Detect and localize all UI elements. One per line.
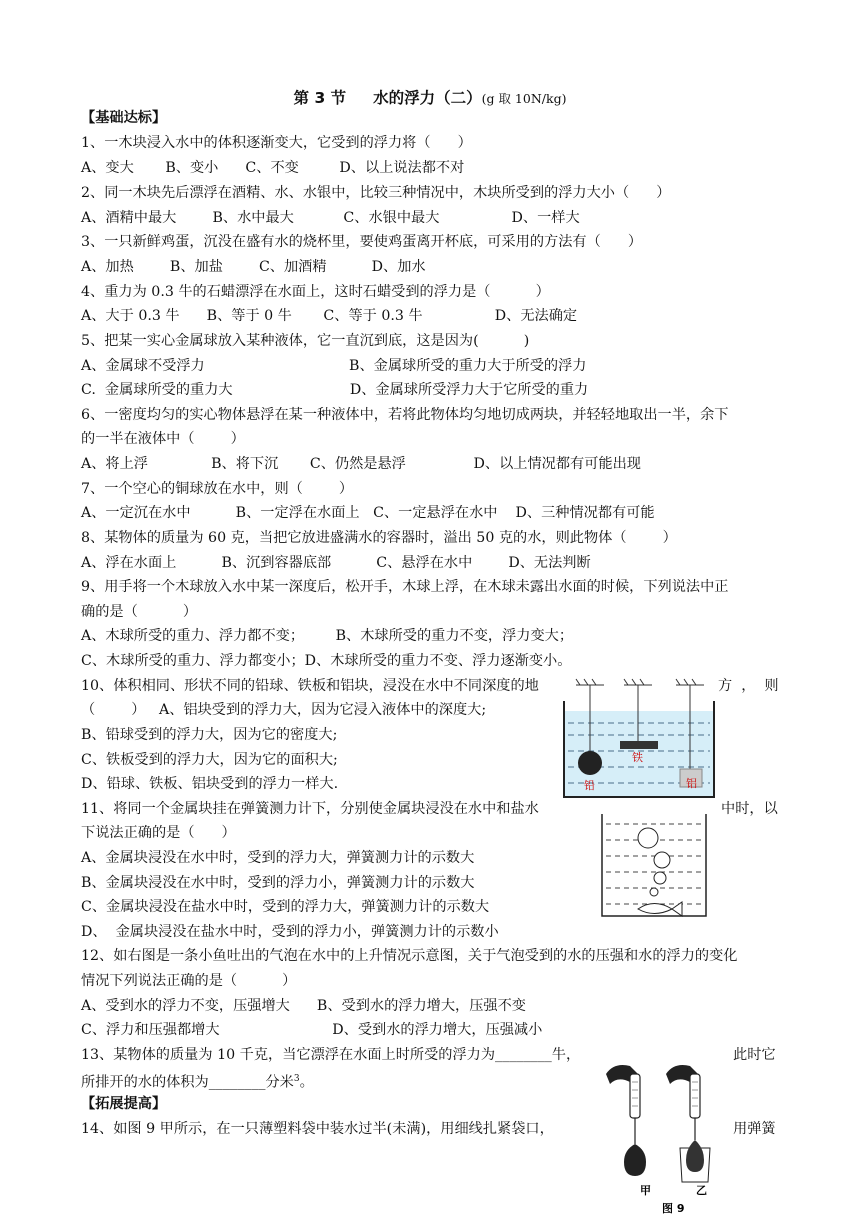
fish-body	[638, 904, 672, 914]
figure-9	[600, 1062, 722, 1216]
q13-volume-text: 所排开的水的体积为________分米	[81, 1074, 294, 1091]
q7-stem: 7、一个空心的铜球放在水中，则（ ）	[81, 481, 354, 497]
clamps	[606, 1065, 698, 1084]
q11-stem-right: 中时，以	[721, 801, 778, 817]
q12-stem-line1: 12、如右图是一条小鱼吐出的气泡在水中的上升情况示意图，关于气泡受到的水的压强和水的浮力的变化	[81, 948, 738, 964]
q5-options-ab: A、金属球不受浮力 B、金属球所受的重力大于所受的浮力	[81, 358, 587, 374]
bubble-tiny	[650, 888, 658, 896]
q13-stem-right: 此时它	[733, 1047, 776, 1063]
q10-option-b: B、铅球受到的浮力大，因为它的密度大;	[81, 727, 338, 743]
q11-stem: 11、将同一个金属块挂在弹簧测力计下，分别使金属块浸没在水中和盐水	[81, 801, 539, 817]
water-bag-right	[686, 1140, 704, 1172]
q3-options: A、加热 B、加盐 C、加酒精 D、加水	[81, 259, 426, 275]
q11-option-a: A、金属块浸没在水中时，受到的浮力大，弹簧测力计的示数大	[81, 850, 475, 866]
figure-9-caption: 图 9	[662, 1202, 685, 1215]
q9-stem-line1: 9、用手将一个木球放入水中某一深度后，松开手，木球上浮，在木球未露出水面的时候，下列说法中正	[81, 579, 729, 595]
q10-stem-right: 方 ， 则	[718, 678, 779, 694]
q10-option-a: （ ） A、铝块受到的浮力大，因为它浸入液体中的深度大;	[81, 702, 487, 718]
q2-options: A、酒精中最大 B、水中最大 C、水银中最大 D、一样大	[81, 210, 580, 226]
q13-period: 。	[299, 1074, 314, 1091]
q13-stem-line2	[81, 1069, 314, 1093]
bubble-large	[638, 828, 658, 848]
title-main: 第 3 节 水的浮力（二）	[293, 89, 482, 107]
page-title	[0, 86, 860, 108]
q9-options-cd: C、木球所受的重力、浮力都变小；D、木球所受的重力不变、浮力逐渐变小。	[81, 653, 572, 669]
q9-options-ab: A、木球所受的重力、浮力都不变； B、木球所受的重力不变，浮力变大；	[81, 628, 574, 644]
q4-stem: 4、重力为 0.3 牛的石蜡漂浮在水面上，这时石蜡受到的浮力是（ ）	[81, 284, 550, 300]
q8-options: A、浮在水面上 B、沉到容器底部 C、悬浮在水中 D、无法判断	[81, 555, 591, 571]
figure-9-label-right: 乙	[696, 1184, 707, 1197]
bubble-figure	[598, 812, 710, 918]
q14-stem-right: 用弹簧	[733, 1121, 776, 1137]
spring-scales	[630, 1074, 700, 1144]
bubble-small	[654, 872, 666, 884]
q14-stem: 14、如图 9 甲所示，在一只薄塑料袋中装水过半(未满)，用细线扎紧袋口，	[81, 1121, 554, 1137]
q3-stem: 3、一只新鲜鸡蛋，沉没在盛有水的烧杯里，要使鸡蛋离开杯底，可采用的方法有（ ）	[81, 234, 643, 250]
q12-stem-line2: 情况下列说法正确的是（ ）	[81, 973, 297, 989]
q10-figure	[558, 673, 720, 799]
q1-options: A、变大 B、变小 C、不变 D、以上说法都不对	[81, 160, 465, 176]
label-lead: 铅	[584, 779, 595, 792]
iron-plate	[620, 741, 658, 749]
lead-ball	[578, 751, 602, 775]
superscript-3: 3	[293, 1074, 300, 1084]
q11-option-d: D、 金属块浸没在盐水中时，受到的浮力小，弹簧测力计的示数小	[81, 924, 499, 940]
q12-options-ab: A、受到水的浮力不变，压强增大 B、受到水的浮力增大，压强不变	[81, 998, 526, 1014]
q7-options: A、一定沉在水中 B、一定浮在水面上 C、一定悬浮在水中 D、三种情况都有可能	[81, 505, 655, 521]
water-bag-left	[624, 1144, 646, 1176]
q1-stem: 1、一木块浸入水中的体积逐渐变大，它受到的浮力将（ ）	[81, 135, 472, 151]
q6-options: A、将上浮 B、将下沉 C、仍然是悬浮 D、以上情况都有可能出现	[81, 456, 641, 472]
q11-option-c: C、金属块浸没在盐水中时，受到的浮力大，弹簧测力计的示数大	[81, 899, 490, 915]
q12-options-cd: C、浮力和压强都增大 D、受到水的浮力增大，压强减小	[81, 1022, 543, 1038]
title-note: (g 取 10N/kg)	[481, 91, 567, 106]
q10-stem: 10、体积相同、形状不同的铅球、铁板和铝块，浸没在水中不同深度的地	[81, 678, 539, 694]
beaker-outline	[602, 814, 706, 916]
label-iron: 铁	[632, 751, 643, 764]
q5-options-cd: C. 金属球所受的重力大 D、金属球所受浮力大于它所受的重力	[81, 382, 589, 398]
scale-ticks	[632, 1082, 698, 1106]
q11-option-b: B、金属块浸没在水中时，受到的浮力小，弹簧测力计的示数大	[81, 875, 475, 891]
q5-stem: 5、把某一实心金属球放入某种液体，它一直沉到底，这是因为( )	[81, 333, 530, 349]
q10-option-c: C、铁板受到的浮力大，因为它的面积大;	[81, 752, 338, 768]
bubble-medium	[654, 852, 670, 868]
q4-options: A、大于 0.3 牛 B、等于 0 牛 C、等于 0.3 牛 D、无法确定	[81, 308, 578, 324]
q6-stem-line1: 6、一密度均匀的实心物体悬浮在某一种液体中，若将此物体均匀地切成两块，并轻轻地取出一半，余下	[81, 407, 729, 423]
q2-stem: 2、同一木块先后漂浮在酒精、水、水银中，比较三种情况中，木块所受到的浮力大小（ ）	[81, 185, 671, 201]
q13-stem: 13、某物体的质量为 10 千克，当它漂浮在水面上时所受的浮力为________牛，	[81, 1047, 581, 1063]
section-basic: 【基础达标】	[81, 110, 167, 126]
figure-9-label-left: 甲	[640, 1184, 651, 1197]
q6-stem-line2: 的一半在液体中（ ）	[81, 431, 245, 447]
label-aluminum: 铝	[686, 777, 697, 790]
q8-stem: 8、某物体的质量为 60 克，当把它放进盛满水的容器时，溢出 50 克的水，则此物体（ ）	[81, 530, 677, 546]
section-extend: 【拓展提高】	[81, 1096, 167, 1112]
q11-stem-line2: 下说法正确的是（ ）	[81, 825, 236, 841]
q10-option-d: D、铅球、铁板、铝块受到的浮力一样大.	[81, 776, 339, 792]
q9-stem-line2: 确的是（ ）	[81, 604, 198, 620]
